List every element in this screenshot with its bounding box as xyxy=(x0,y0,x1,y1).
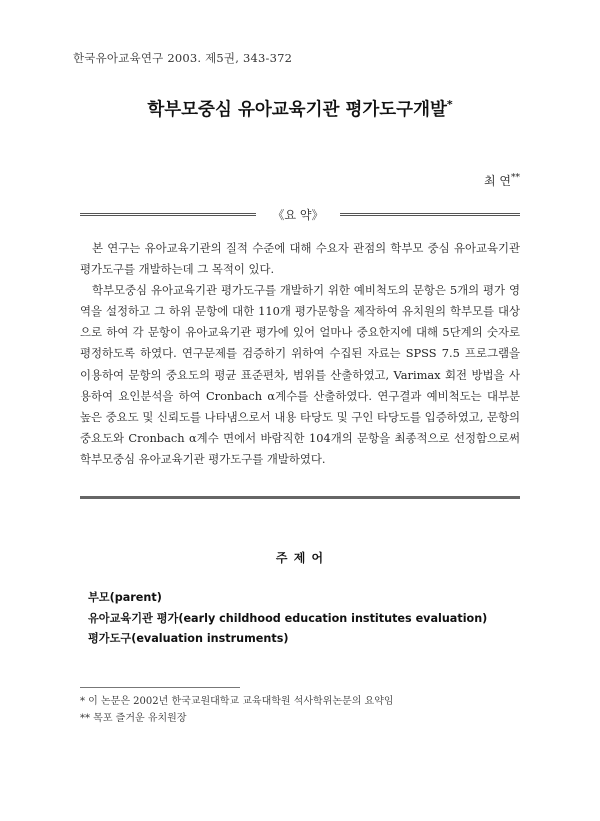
footnote: ** 목포 즐거운 유치원장 xyxy=(80,713,187,724)
paper-title-text: 학부모중심 유아교육기관 평가도구개발 xyxy=(147,100,447,120)
author-name xyxy=(484,172,520,189)
paper-title xyxy=(60,96,540,121)
abstract-paragraph: 본 연구는 유아교육기관의 질적 수준에 대해 수요자 관점의 학부모 중심 유아교육기관 평가도구를 개발하는데 그 목적이 있다. xyxy=(80,241,520,277)
keyword-item: 평가도구(evaluation instruments) xyxy=(88,632,289,645)
abstract-label: 《요 약》 xyxy=(272,208,324,222)
journal-citation: 한국유아교육연구 2003. 제5권, 343-372 xyxy=(73,51,293,65)
keywords-heading: 주 제 어 xyxy=(275,551,325,565)
footnote: * 이 논문은 2002년 한국교원대학교 교육대학원 석사학위논문의 요약임 xyxy=(80,696,394,707)
footnote-rule xyxy=(80,687,240,688)
author-name-text: 최 연 xyxy=(484,174,511,188)
keyword-item: 유아교육기관 평가(early childhood education institutes evaluation) xyxy=(88,611,488,625)
author-footnote-mark: ** xyxy=(511,173,520,183)
divider-rule-right xyxy=(340,213,520,216)
title-footnote-mark: * xyxy=(446,98,453,112)
abstract-divider xyxy=(80,208,520,222)
keyword-item: 부모(parent) xyxy=(88,591,162,604)
footnotes xyxy=(80,693,394,727)
keywords-list xyxy=(88,588,487,650)
abstract-bottom-rule xyxy=(80,496,520,499)
abstract-body xyxy=(80,238,520,470)
divider-rule-left xyxy=(80,213,256,216)
abstract-paragraph: 학부모중심 유아교육기관 평가도구를 개발하기 위한 예비척도의 문항은 5개의 평가 영역을 설정하고 그 하위 문항에 대한 110개 평가문항을 제작하여 유치원의 학부모를 대상으로 하여 각 문항이 유아교육기관 평가에 있어 얼마나 중요한지에 대해 5단계의 숫자로 평정하도록 하였다. 연구문제를 검증하기 위하여 수집된 자료는 SPSS 7.5 프로그램을 이용하여 문항의 중요도의 평균 표준편차, 범위를 산출하였고, Varimax 회전 방법을 사용하여 요인분석을 하여 Cronbach α계수를 산출하였다. 연구결과 예비척도는 대부분 높은 중요도 및 신뢰도를 나타냄으로서 내용 타당도 및 구인 타당도를 입증하였고, 문항의 중요도와 Cronbach α계수 면에서 바람직한 104개의 문항을 최종적으로 선정함으로써 학부모중심 유아교육기관 평가도구를 개발하였다. xyxy=(80,283,520,466)
